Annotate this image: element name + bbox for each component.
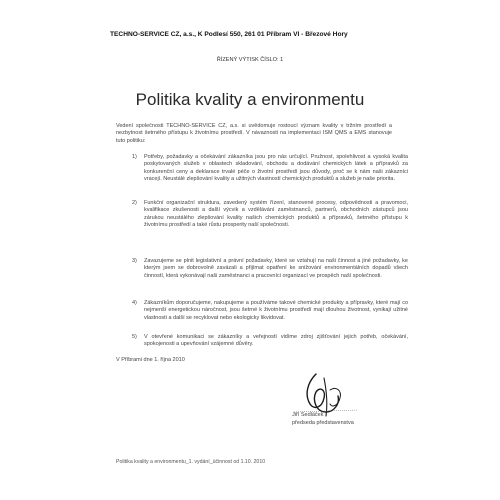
policy-number: 5): [132, 334, 137, 340]
policy-number: 3): [132, 258, 137, 264]
document-footer: Politika kvality a environmentu_1. vydání_účinnost od 1.10. 2010: [116, 459, 266, 465]
intro-paragraph: Vedení společnosti TECHNO-SERVICE CZ, a.s. si uvědomuje rostoucí význam kvality v tržním prostředí a nezbytnost šetrného přístupu k životnímu prostředí. V návaznosti na implementaci ISM QMS a EMS stanovuje tuto politiku:: [116, 123, 392, 144]
policy-text: Potřeby, požadavky a očekávání zákazníka jsou pro nás určující. Pružnost, spolehlivost a vysoká kvalita poskytovaných služeb v oblastech skladování, obchodu a dodávání chemických látek a přípravků za konkurenční ceny a deklarace trvalé péče o životní prostředí jsou důvody, proč se k nám naši zákazníci vracejí. Neustálé zlepšování kvality a užitných vlastností chemických produktů a služeb je naše priorita.: [144, 154, 408, 183]
document-number: ŘÍZENÝ VÝTISK ČÍSLO: 1: [216, 57, 284, 63]
policy-text: V otevřené komunikaci se zákazníky a veřejností vidíme zdroj zjišťování jejich potřeb, očekávání, spokojenosti a upevňování vzájemné důvěry.: [144, 334, 408, 348]
company-header: TECHNO-SERVICE CZ, a.s., K Podlesí 550, 261 01 Příbram VI - Březové Hory: [110, 31, 348, 38]
policy-text: Funkční organizační struktura, zavedený systém řízení, stanovené procesy, odpovědnosti a pravomoci, kvalifikace zkušenosti a další výcvik a vzdělávání zaměstnanců, partnerů, obchodních zástupců jsou zárukou neustálého zlepšování kvality našich chemických produktů a přípravků, šetrného přístupu k životnímu prostředí a také růstu prosperity naší společnosti.: [144, 200, 408, 229]
place-date: V Příbrami dne 1. října 2010: [116, 357, 185, 363]
policy-text: Zavazujeme se plnit legislativní a právní požadavky, které se vztahují na naši činnost a jiné požadavky, ke kterým jsem se dobrovolně zavázali a přijímat opatření ke snižování environmentálních dopadů všech činností, která vykonávají naši zaměstnanci a pracovníci organizací ve prospěch naší společnosti.: [144, 258, 408, 279]
policy-number: 4): [132, 300, 137, 306]
policy-number: 1): [132, 154, 137, 160]
policy-text: Zákazníkům doporučujeme, nakupujeme a používáme takové chemické produkty a přípravky, které mají co nejmenší energetickou náročnost, jsou šetrné k životnímu prostředí mají dlouhou životnost, vynikají užitné vlastnosti a další se recyklovat nebo ekologicky likvidovat.: [144, 300, 408, 321]
signer-name: Jiří Sedláček: [292, 412, 324, 418]
policy-number: 2): [132, 200, 137, 206]
signer-role: předseda představenstva: [292, 420, 354, 426]
page-title: Politika kvality a environmentu: [135, 90, 365, 109]
